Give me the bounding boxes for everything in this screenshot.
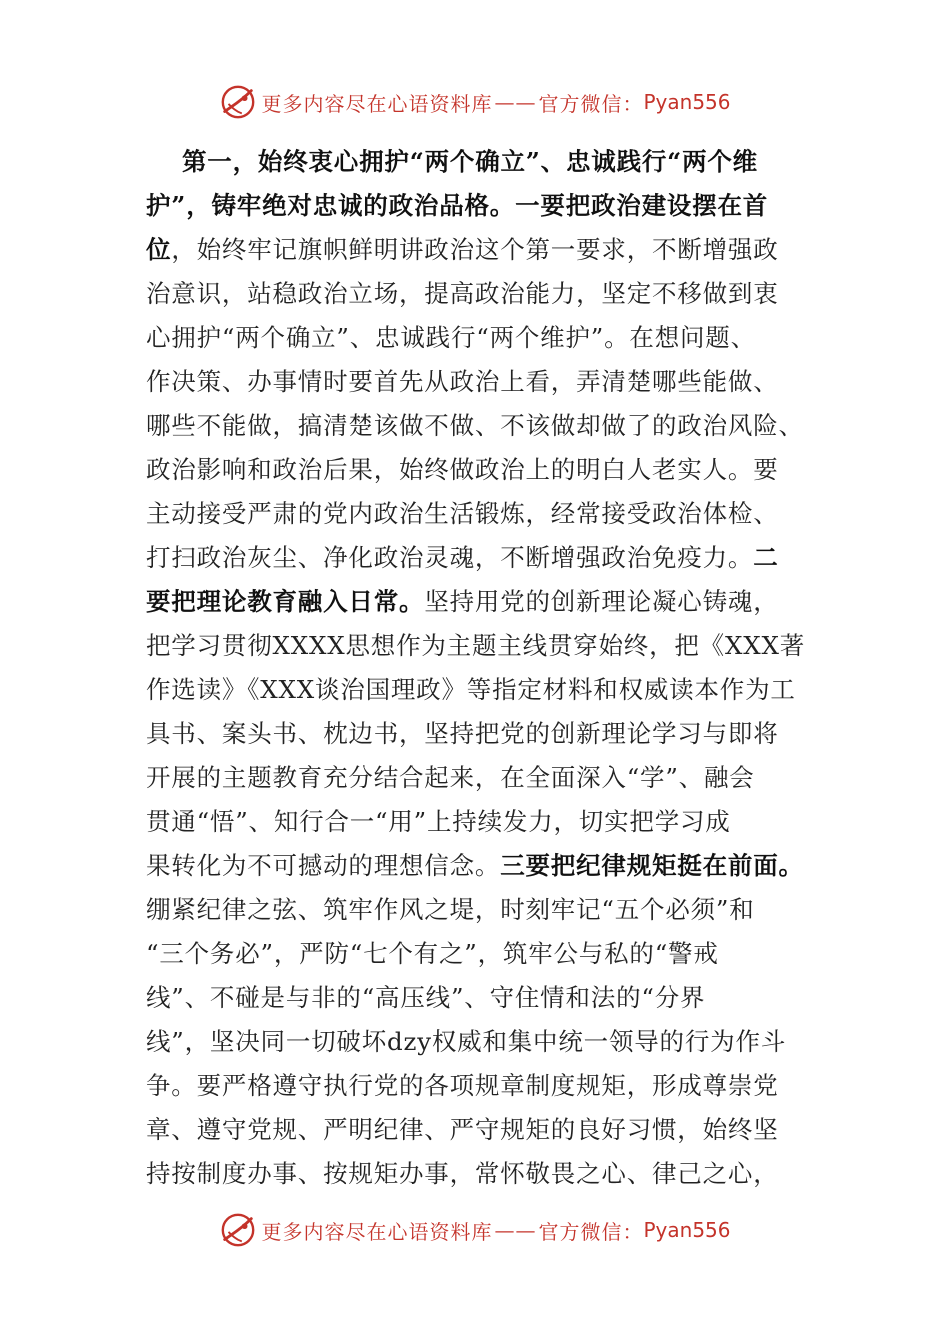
text-segment: 具书、案头书、枕边书，坚持把党的创新理论学习与即将 xyxy=(146,719,779,748)
text-line xyxy=(146,360,806,404)
text-line xyxy=(146,1108,806,1152)
banner-site-text: 更多内容尽在心语资料库 xyxy=(261,91,493,116)
bold-text-segment: 三要把纪律规矩挺在前面。 xyxy=(500,851,804,880)
text-line xyxy=(146,140,806,184)
banner-wechat-id: Pyan556 xyxy=(643,90,731,114)
bold-text-segment: 第一，始终衷心拥护“两个确立”、忠诚践行“两个维 xyxy=(182,147,758,176)
text-line xyxy=(146,272,806,316)
text-segment: ，始终牢记旗帜鲜明讲政治这个第一要求，不断增强政 xyxy=(171,235,779,264)
text-line xyxy=(146,184,806,228)
calligraphy-brush-logo-icon xyxy=(219,83,257,121)
bold-text-segment: 要把理论教育融入日常。 xyxy=(146,587,425,616)
text-line xyxy=(146,492,806,536)
text-line xyxy=(146,624,806,668)
banner-wechat-label: 官方微信： xyxy=(538,1219,644,1244)
text-segment: 打扫政治灰尘、净化政治灵魂，不断增强政治免疫力。 xyxy=(146,543,754,572)
footer-watermark-banner xyxy=(0,1210,950,1250)
text-segment: 政治影响和政治后果，始终做政治上的明白人老实人。要 xyxy=(146,455,779,484)
text-segment: 心拥护“两个确立”、忠诚践行“两个维护”。在想问题、 xyxy=(146,323,756,352)
text-segment: 作决策、办事情时要首先从政治上看，弄清楚哪些能做、 xyxy=(146,367,779,396)
text-line xyxy=(146,316,806,360)
text-segment: 果转化为不可撼动的理想信念。 xyxy=(146,851,501,880)
text-line xyxy=(146,800,806,844)
text-line xyxy=(146,1152,806,1196)
text-line xyxy=(146,1064,806,1108)
text-segment: “三个务必”，严防“七个有之”，筑牢公与私的“警戒 xyxy=(146,939,719,968)
text-segment: 线”，坚决同一切破坏dzy权威和集中统一领导的行为作斗 xyxy=(146,1027,787,1056)
text-line xyxy=(146,888,806,932)
text-line xyxy=(146,1020,806,1064)
text-segment: 坚持用党的创新理论凝心铸魂， xyxy=(424,587,779,616)
text-segment: 贯通“悟”、知行合一“用”上持续发力，切实把学习成 xyxy=(146,807,731,836)
text-segment: 线”、不碰是与非的“高压线”、守住情和法的“分界 xyxy=(146,983,706,1012)
text-line xyxy=(146,932,806,976)
text-line xyxy=(146,756,806,800)
header-watermark-banner xyxy=(0,82,950,122)
text-segment: 作选读》《XXX谈治国理政》等指定材料和权威读本作为工 xyxy=(146,675,796,704)
text-line xyxy=(146,668,806,712)
text-segment: 争。要严格遵守执行党的各项规章制度规矩，形成尊崇党 xyxy=(146,1071,779,1100)
text-segment: 开展的主题教育充分结合起来，在全面深入“学”、融会 xyxy=(146,763,755,792)
bold-text-segment: 护”，铸牢绝对忠诚的政治品格。一要把政治建设摆在首 xyxy=(146,191,769,220)
text-line xyxy=(146,404,806,448)
text-segment: 把学习贯彻XXXX思想作为主题主线贯穿始终，把《XXX著 xyxy=(146,631,805,660)
text-line xyxy=(146,712,806,756)
text-segment: 绷紧纪律之弦、筑牢作风之堤，时刻牢记“五个必须”和 xyxy=(146,895,755,924)
text-segment: 哪些不能做，搞清楚该做不做、不该做却做了的政治风险、 xyxy=(146,411,804,440)
text-line xyxy=(146,976,806,1020)
banner-site-text: 更多内容尽在心语资料库 xyxy=(261,1219,493,1244)
banner-wechat-label: 官方微信： xyxy=(538,91,644,116)
text-line xyxy=(146,448,806,492)
text-segment: 主动接受严肃的党内政治生活锻炼，经常接受政治体检、 xyxy=(146,499,779,528)
banner-dash: —— xyxy=(494,90,537,114)
calligraphy-brush-logo-icon xyxy=(219,1211,257,1249)
bold-text-segment: 位 xyxy=(146,235,172,264)
text-segment: 持按制度办事、按规矩办事，常怀敬畏之心、律己之心， xyxy=(146,1159,779,1188)
text-line xyxy=(146,580,806,624)
text-line xyxy=(146,536,806,580)
text-segment: 章、遵守党规、严明纪律、严守规矩的良好习惯，始终坚 xyxy=(146,1115,779,1144)
banner-dash: —— xyxy=(494,1218,537,1242)
text-line xyxy=(146,844,806,888)
document-body xyxy=(146,140,806,1196)
text-segment: 治意识，站稳政治立场，提高政治能力，坚定不移做到衷 xyxy=(146,279,779,308)
text-line xyxy=(146,228,806,272)
bold-text-segment: 二 xyxy=(753,543,779,572)
banner-wechat-id: Pyan556 xyxy=(643,1218,731,1242)
